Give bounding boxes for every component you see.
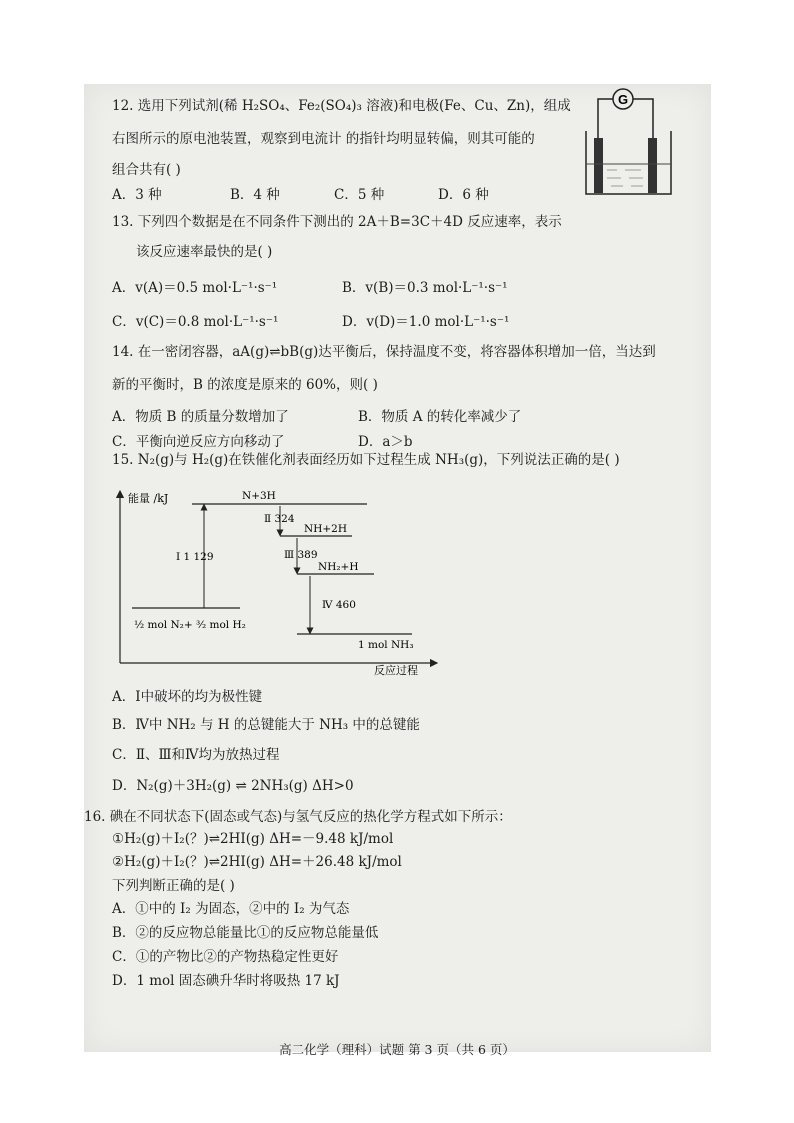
q16-eq2: ②H₂(g)＋I₂(？)⇌2HI(g) ΔH=＋26.48 kJ/mol <box>112 854 402 870</box>
galvanic-cell-figure <box>583 86 675 196</box>
q15-option-c: C．Ⅱ、Ⅲ和Ⅳ均为放热过程 <box>112 747 280 763</box>
q16-line2: 下列判断正确的是( ) <box>112 878 235 894</box>
q16-option-d: D．1 mol 固态碘升华时将吸热 17 kJ <box>112 973 340 989</box>
level-n-3h-label: N+3H <box>242 490 276 502</box>
step4-label: Ⅳ 460 <box>322 599 356 611</box>
q13-option-d: D．v(D)＝1.0 mol·L⁻¹·s⁻¹ <box>342 314 510 330</box>
x-axis-label: 反应过程 <box>374 664 418 677</box>
q16-option-b: B．②的反应物总能量比①的反应物总能量低 <box>112 925 379 941</box>
q12-option-b: B．4 种 <box>230 187 280 203</box>
q13-option-b: B．v(B)＝0.3 mol·L⁻¹·s⁻¹ <box>342 280 508 296</box>
y-axis-label: 能量 /kJ <box>128 492 169 505</box>
q13-option-a: A．v(A)＝0.5 mol·L⁻¹·s⁻¹ <box>112 280 278 296</box>
q12-line1: 12. 选用下列试剂(稀 H₂SO₄、Fe₂(SO₄)₃ 溶液)和电极(Fe、Cu、Zn)，组成 <box>112 98 571 114</box>
q12-line2: 右图所示的原电池装置，观察到电流计 的指针均明显转偏，则其可能的 <box>112 131 535 147</box>
page-footer: 高二化学（理科）试题 第 3 页（共 6 页） <box>279 1042 515 1057</box>
q15-line1: 15. N₂(g)与 H₂(g)在铁催化剂表面经历如下过程生成 NH₃(g)，下列说法正确的是( ) <box>112 452 620 468</box>
level-nh2-h-label: NH₂+H <box>318 561 359 573</box>
q15-option-d: D．N₂(g)＋3H₂(g) ⇌ 2NH₃(g) ΔH>0 <box>112 778 354 794</box>
level-nh-2h-label: NH+2H <box>304 523 347 535</box>
q16-option-a: A．①中的 I₂ 为固态，②中的 I₂ 为气态 <box>112 901 350 917</box>
q14-option-d: D．a＞b <box>358 434 413 450</box>
q13-line1: 13. 下列四个数据是在不同条件下测出的 2A＋B=3C＋4D 反应速率，表示 <box>112 214 562 230</box>
q15-option-b: B．Ⅳ中 NH₂ 与 H 的总键能大于 NH₃ 中的总键能 <box>112 717 420 733</box>
step2-label: Ⅱ 324 <box>264 513 295 525</box>
left-electrode <box>594 138 603 193</box>
level-end-label: 1 mol NH₃ <box>358 639 414 651</box>
q14-option-c: C．平衡向逆反应方向移动了 <box>112 434 285 450</box>
q16-line1: 16. 碘在不同状态下(固态或气态)与氢气反应的热化学方程式如下所示： <box>84 809 512 825</box>
q14-line1: 14. 在一密闭容器，aA(g)⇌bB(g)达平衡后，保持温度不变，将容器体积增加一倍，当达到 <box>112 344 656 360</box>
step1-label: Ⅰ 1 129 <box>176 551 214 563</box>
q16-eq1: ①H₂(g)＋I₂(？)⇌2HI(g) ΔH=－9.48 kJ/mol <box>112 831 394 847</box>
q12-option-c: C．5 种 <box>334 187 385 203</box>
galvanometer-label: G <box>617 92 629 107</box>
right-electrode <box>648 138 657 193</box>
q12-line3: 组合共有( ) <box>112 162 181 178</box>
q14-option-b: B．物质 A 的转化率减少了 <box>358 409 522 425</box>
q12-option-d: D．6 种 <box>438 187 489 203</box>
q12-option-a: A．3 种 <box>112 187 162 203</box>
step3-label: Ⅲ 389 <box>284 549 318 561</box>
q14-line2: 新的平衡时，B 的浓度是原来的 60%，则( ) <box>112 377 378 393</box>
q16-option-c: C．①的产物比②的产物热稳定性更好 <box>112 949 339 965</box>
q14-option-a: A．物质 B 的质量分数增加了 <box>112 409 289 425</box>
q15-option-a: A．Ⅰ中破坏的均为极性键 <box>112 689 263 705</box>
q13-line2: 该反应速率最快的是( ) <box>136 244 273 260</box>
energy-diagram <box>112 488 442 678</box>
level-start-label: ½ mol N₂+ ³⁄₂ mol H₂ <box>134 619 246 631</box>
q13-option-c: C．v(C)＝0.8 mol·L⁻¹·s⁻¹ <box>112 314 279 330</box>
